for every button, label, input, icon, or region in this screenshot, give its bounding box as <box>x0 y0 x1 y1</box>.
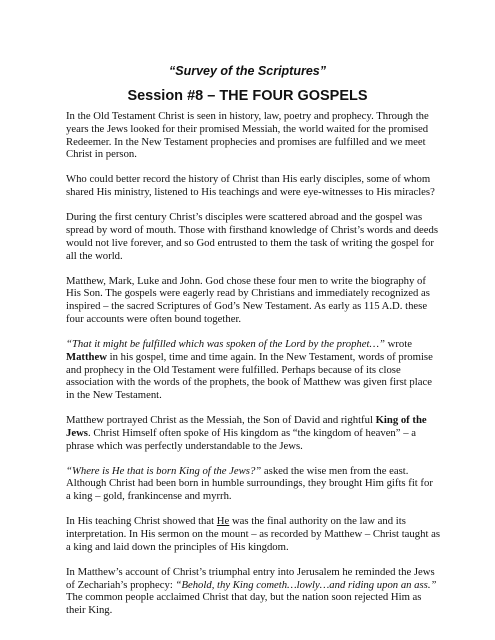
paragraph-8-text: was the final authority on the law and its interpretation. In His sermon on the mount – as recorded by Matthew – Christ taught as a king and laid down the principles of His kingdom. <box>66 515 440 553</box>
matthew-name: Matthew <box>66 350 107 363</box>
paragraph-6-lead: Matthew portrayed Christ as the Messiah, the Son of David and rightful <box>66 414 376 427</box>
series-title: “Survey of the Scriptures” <box>169 64 326 78</box>
paragraph-1: In the Old Testament Christ is seen in history, law, poetry and prophecy. Through the years the Jews looked for their promised Messiah, the world waited for the promised Redeemer. In the New Testament prophecies and promises are fulfilled and we meet Christ in person. <box>66 110 429 161</box>
paragraph-9-lead: In Matthew’s account of Christ’s triumphal entry into Jerusalem he reminded the Jews of Zechariah’s prophecy: <box>66 565 435 591</box>
king-of-the-jews-bold: King of the Jews <box>66 414 427 439</box>
paragraph-5 <box>66 338 440 402</box>
wise-men-quote: “Where is He that is born King of the Jews?” <box>66 464 262 477</box>
paragraph-7-text: asked the wise men from the east. Although Christ had been born in humble surroundings, they brought Him gifts fit for a king – gold, frankincense and myrrh. <box>66 464 433 503</box>
prophet-quote: “That it might be fulfilled which was spoken of the Lord by the prophet…” <box>66 337 385 350</box>
paragraph-8 <box>66 515 440 553</box>
paragraph-4: Matthew, Mark, Luke and John. God chose these four men to write the biography of His Son. The gospels were eagerly read by Christians and immediately recognized as inspired – the sacred Scriptures of God’s New Testament. As early as 115 A.D. these four accounts were often bound together. <box>66 274 430 325</box>
paragraph-7 <box>66 465 440 503</box>
paragraph-9 <box>66 566 440 617</box>
document-body <box>66 110 440 629</box>
zechariah-quote: “Behold, thy King cometh…lowly…and riding upon an ass.” <box>175 578 437 591</box>
he-underlined: He <box>216 515 230 528</box>
paragraph-3: During the first century Christ’s disciples were scattered abroad and the gospel was spread by word of mouth. Those with firsthand knowledge of Christ’s words and deeds would not live forever, and so God entrusted to them the task of writing the gospel for all the world. <box>66 211 439 262</box>
paragraph-5-text: in his gospel, time and time again. In the New Testament, words of promise and prophecy in the Old Testament were fulfilled. Perhaps because of its close association with the words of the prophets, the book of Matthew was given first place in the New Testament. <box>66 350 433 402</box>
session-title: Session #8 – THE FOUR GOSPELS <box>127 88 368 104</box>
paragraph-6-text: . Christ Himself often spoke of His kingdom as “the kingdom of heaven” – a phrase which was perfectly understandable to the Jews. <box>66 426 416 452</box>
paragraph-6 <box>66 414 440 452</box>
paragraph-2: Who could better record the history of Christ than His early disciples, some of whom shared His ministry, listened to His teachings and were eye-witnesses to His miracles? <box>66 173 435 199</box>
paragraph-5-wrote: wrote <box>384 337 412 350</box>
paragraph-9-text: The common people acclaimed Christ that day, but the nation soon rejected Him as their King. <box>66 591 422 617</box>
paragraph-8-lead: In His teaching Christ showed that <box>66 515 217 528</box>
